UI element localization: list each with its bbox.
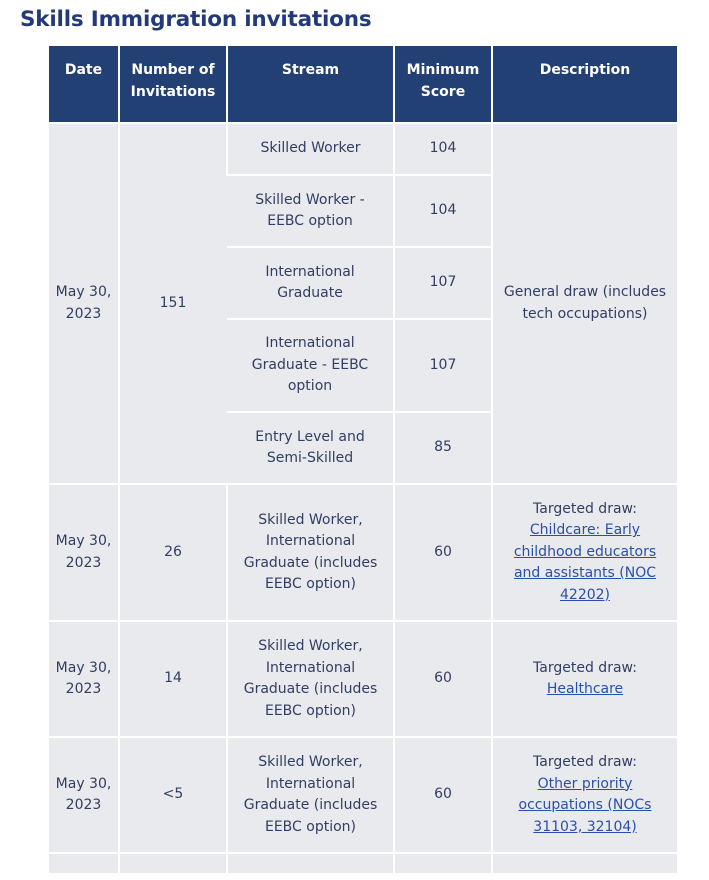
stream-cell: Skilled Worker, International Graduate (includes EEBC option) bbox=[227, 484, 394, 621]
stream-cell: Skilled Worker bbox=[227, 123, 394, 175]
healthcare-link[interactable]: Healthcare bbox=[546, 681, 624, 697]
table-row bbox=[49, 123, 677, 175]
table-row bbox=[49, 621, 677, 737]
score-cell: 60 bbox=[394, 737, 492, 853]
stream-cell: International Graduate bbox=[227, 247, 394, 319]
score-cell: 60 bbox=[394, 621, 492, 737]
invitations-cell: 26 bbox=[119, 484, 227, 621]
description-cell bbox=[492, 484, 677, 621]
date-cell: May 30, 2023 bbox=[49, 737, 119, 853]
date-cell: May 30, 2023 bbox=[49, 123, 119, 484]
empty-cell bbox=[49, 853, 119, 873]
stream-cell: International Graduate - EEBC option bbox=[227, 319, 394, 412]
score-cell: 60 bbox=[394, 484, 492, 621]
stream-cell: Skilled Worker, International Graduate (includes EEBC option) bbox=[227, 621, 394, 737]
invitations-table bbox=[49, 46, 677, 873]
invitations-cell: 14 bbox=[119, 621, 227, 737]
table-row bbox=[49, 484, 677, 621]
other-priority-occupations-link[interactable]: Other priority occupations (NOCs 31103, 32104) bbox=[518, 775, 652, 835]
score-cell: 104 bbox=[394, 175, 492, 247]
score-cell: 107 bbox=[394, 247, 492, 319]
table-header-row bbox=[49, 46, 677, 123]
description-cell bbox=[492, 621, 677, 737]
date-cell: May 30, 2023 bbox=[49, 621, 119, 737]
description-cell bbox=[492, 737, 677, 853]
empty-cell bbox=[227, 853, 394, 873]
score-cell: 85 bbox=[394, 412, 492, 484]
description-prefix: Targeted draw: bbox=[533, 500, 637, 517]
page-title: Skills Immigration invitations bbox=[20, 7, 372, 32]
childcare-link[interactable]: Childcare: Early childhood educators and assistants (NOC 42202) bbox=[513, 522, 657, 603]
header-minimum-score: Minimum Score bbox=[394, 46, 492, 123]
stream-cell: Skilled Worker - EEBC option bbox=[227, 175, 394, 247]
stream-cell: Skilled Worker, International Graduate (includes EEBC option) bbox=[227, 737, 394, 853]
header-date: Date bbox=[49, 46, 119, 123]
description-prefix: Targeted draw: bbox=[533, 754, 637, 770]
description-cell: General draw (includes tech occupations) bbox=[492, 123, 677, 484]
score-cell: 104 bbox=[394, 123, 492, 175]
table-row bbox=[49, 737, 677, 853]
empty-cell bbox=[119, 853, 227, 873]
score-cell: 107 bbox=[394, 319, 492, 412]
header-number-of-invitations: Number of Invitations bbox=[119, 46, 227, 123]
header-stream: Stream bbox=[227, 46, 394, 123]
invitations-cell: 151 bbox=[119, 123, 227, 484]
empty-cell bbox=[492, 853, 677, 873]
description-prefix: Targeted draw: bbox=[533, 659, 637, 676]
stream-cell: Entry Level and Semi-Skilled bbox=[227, 412, 394, 484]
empty-cell bbox=[394, 853, 492, 873]
header-description: Description bbox=[492, 46, 677, 123]
invitations-cell: <5 bbox=[119, 737, 227, 853]
table-row-partial bbox=[49, 853, 677, 873]
date-cell: May 30, 2023 bbox=[49, 484, 119, 621]
